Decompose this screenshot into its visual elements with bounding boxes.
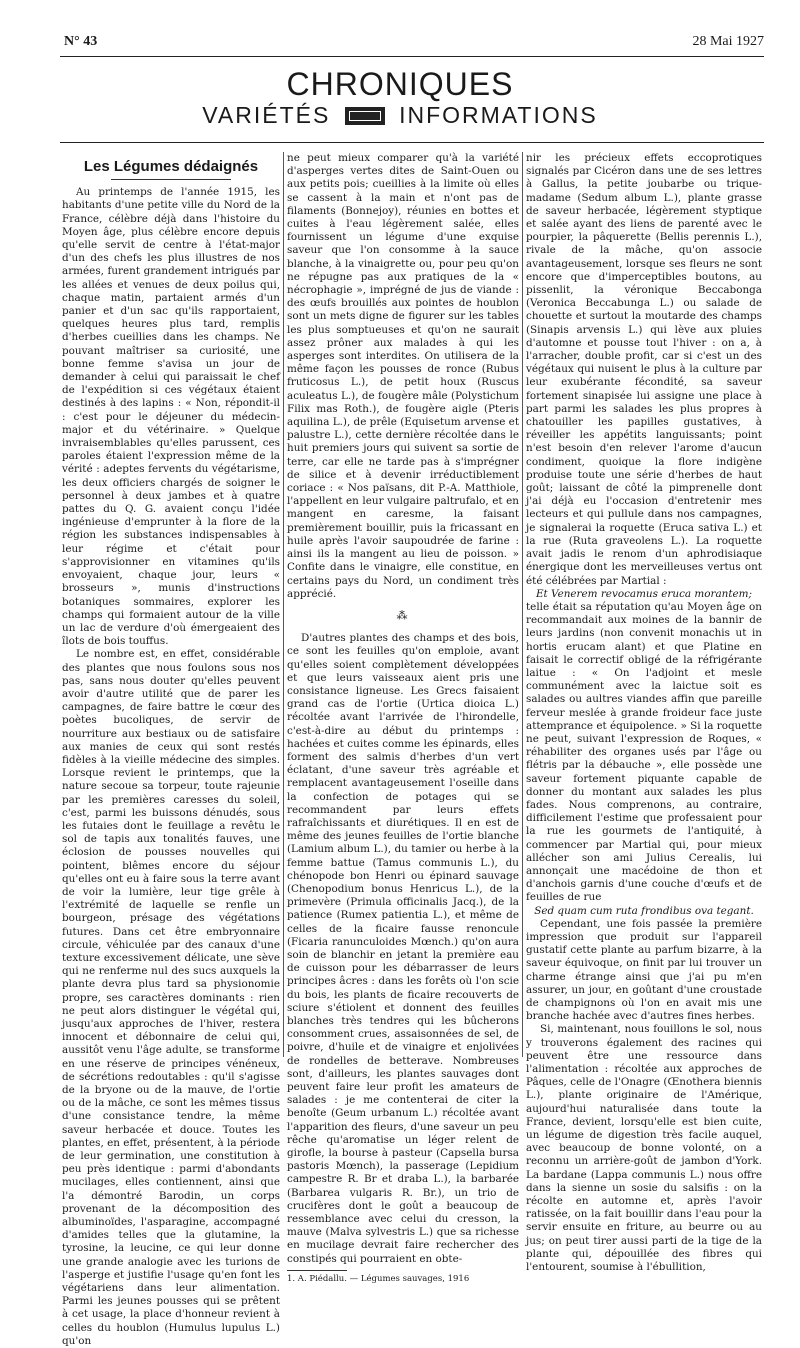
ornament-icon: [345, 107, 385, 125]
paragraph: Au printemps de l'année 1915, les habitants d'une petite ville du Nord de la France, célèbre déjà dans l'histoire du Moyen âge, plus célèbre encore depuis qu'elle servit de centre à l'état-major d'un des chefs les plus illustres de nos armées, furent grandement intrigués par les allées et venues de deux poilus qui, chaque matin, partaient armés d'un panier et d'un sac qu'ils rapportaient, quelques heures plus tard, remplis d'herbes cueillies dans les champs. Ne pouvant maîtriser sa curiosité, une bonne femme s'avisa un jour de demander à celui qui paraissait le chef de l'expédition si ces végétaux étaient destinés à des lapins : « Non, répondit-il : c'est pour le déjeuner du médecin-major et du vétérinaire. » Quelque invraisemblables qu'elles parussent, ces paroles étaient l'expression même de la vérité : adeptes fervents du végétarisme, les deux officiers chargés de soigner le personnel à deux jambes et à quatre pattes du Q. G. avaient conçu l'idée ingénieuse d'emprunter à la flore de la région les substances indispensables à leur régime et c'était pour s'approvisionner en vitamines qu'ils envoyaient, chaque jour, leurs « brosseurs », munis d'instructions botaniques sommaires, explorer les champs qui formaient autour de la ville un lac de verdure d'où émergeaient des îlots de bois touffus.: [62, 186, 280, 648]
paragraph: Le nombre est, en effet, considérable des plantes que nous foulons sous nos pas, sans nous douter qu'elles peuvent avoir d'autre utilité que de parer les campagnes, de faire battre le cœur des poètes bucoliques, de servir de nourriture aux bestiaux ou de satisfaire aux manies de ceux qui sont restés fidèles à la vieille médecine des simples. Lorsque revient le printemps, que la nature secoue sa torpeur, toute rajeunie par les premières caresses du soleil, c'est, parmi les buissons dénudés, sous les futaies dont le feuillage a revêtu le sol de tapis aux tonalités fauves, une éclosion de pousses nouvelles qui pointent, blêmes encore du séjour qu'elles ont eu à faire sous la terre avant de voir la lumière, leur tige grêle à l'extrémité de laquelle se renfle un bourgeon, présage des végétations futures. Dans cet être embryonnaire circule, véhiculée par des canaux d'une texture excessivement délicate, une sève qui ne renferme nul des sucs auxquels la plante devra plus tard sa physionomie propre, ses caractères dominants : rien ne peut alors distinguer le végétal qui, jusqu'aux approches de l'hiver, restera innocent et débonnaire de celui qui, aussitôt venu l'âge adulte, se transforme en une réserve de principes vénéneux, de sécrétions redoutables : qu'il s'agisse de la bryone ou de la mauve, de l'ortie ou de la mâche, ce sont les mêmes tissus d'une consistance tendre, la même saveur herbacée et douce. Toutes les plantes, en effet, présentent, à la période de leur germination, une constitution à peu près identique : parmi d'abondants mucilages, elles contiennent, ainsi que l'a démontré Barodin, un corps provenant de la décomposition des albuminoïdes, l'asparagine, accompagné d'amides telles que la glutamine, la tyrosine, la leucine, ce qui leur donne une grande analogie avec les turions de l'asperge et justifie l'usage qu'en font les végétariens dans leur alimentation. Parmi les jeunes pousses qui se prêtent à cet usage, la place d'honneur revient à celles du houblon (Humulus lupulus L.) qu'on: [62, 648, 280, 1347]
column-2: [287, 152, 519, 1286]
paragraph: Cependant, une fois passée la première impression que produit sur l'appareil gustatif cette plante au parfum bizarre, à la saveur équivoque, on finit par lui trouver un charme étrange ainsi que j'ai pu m'en assurer, un jour, en goûtant d'une croustade de champignons où l'on en avait mis une branche hachée avec d'autres fines herbes.: [526, 917, 762, 1023]
masthead-rule: [60, 142, 764, 143]
latin-quote: Sed quam cum ruta frondibus ova tegant.: [534, 904, 754, 917]
issue-number: N° 43: [64, 34, 98, 49]
masthead-left: VARIÉTÉS: [202, 102, 331, 128]
footnote-rule: [287, 1270, 347, 1271]
column-3: [526, 152, 762, 1274]
footnote: 1. A. Piédallu. — Légumes sauvages, 1916: [287, 1273, 470, 1284]
column-1: [62, 152, 280, 1348]
masthead-right: INFORMATIONS: [399, 102, 598, 128]
column-divider: [283, 152, 284, 1057]
paragraph: Si, maintenant, nous fouillons le sol, nous y trouverons également des racines qui peuvent être une ressource dans l'alimentation : récoltée aux approches de Pâques, celle de l'Onagre (Œnothera biennis L.), plante originaire de l'Amérique, aujourd'hui naturalisée dans toute la France, devient, lorsqu'elle est bien cuite, un légume de digestion très facile auquel, avec beaucoup de bonne volonté, on a reconnu un arrière-goût de jambon d'York. La bardane (Lappa communis L.) nous offre dans la sienne un sosie du salsifis : on la récolte en automne et, après l'avoir ratissée, on la fait bouillir dans l'eau pour la servir ensuite en friture, au beurre ou au jus; on peut tirer aussi parti de la tige de la plante qui, dépouillée des fibres qui l'entourent, soumise à l'ébullition,: [526, 1023, 762, 1274]
title-rule: [111, 179, 231, 180]
masthead-title: CHRONIQUES: [286, 66, 514, 102]
issue-date: 28 Mai 1927: [692, 34, 764, 49]
column-divider: [522, 152, 523, 1057]
article-title: Les Légumes dédaignés: [83, 158, 259, 175]
paragraph: telle était sa réputation qu'au Moyen âge on recommandait aux moines de la bannir de leurs jardins (non convenit monachis ut in hortis erucam alant) et que Platine en faisait le correctif obligé de la réfrigérante laitue : « On l'adjoint et mesle communément avec la laictue soit es salades ou aultres viandes affin que pareille ferveur meslée à grande froideur face juste attemprance et équipolence. » Si la roquette ne peut, suivant l'expression de Roques, « réhabiliter des organes usés par l'âge ou flétris par la débauche », elle possède une saveur fortement piquante capable de donner du montant aux salades les plus fades. Nous comprenons, au contraire, difficilement l'estime que professaient pour la rue les gourmets de l'antiquité, à commencer par Martial qui, pour mieux allécher son ami Julius Cerealis, lui annonçait une macédoine de thon et d'anchois garnis d'une couche d'œufs et de feuilles de rue: [526, 600, 762, 904]
paragraph: D'autres plantes des champs et des bois, ce sont les feuilles qu'on emploie, avant qu'elles soient complètement développées et que leurs vaisseaux aient pris une consistance ligneuse. Les Grecs faisaient grand cas de l'ortie (Urtica dioica L.) récoltée avant l'arrivée de l'hirondelle, c'est-à-dire au début du printemps : hachées et cuites comme les épinards, elles forment des salmis d'herbes d'un vert éclatant, d'une saveur très agréable et remplacent avantageusement l'oseille dans la confection de potages qui se recommandent par leurs effets rafraîchissants et diurétiques. Il en est de même des jeunes feuilles de l'ortie blanche (Lamium album L.), du tamier ou herbe à la femme battue (Tamus communis L.), du chénopode bon Henri ou épinard sauvage (Chenopodium bonus Henricus L.), de la primevère (Primula officinalis Jacq.), de la patience (Rumex patientia L.), et même de celles de la ficaire fausse renoncule (Ficaria ranunculoides Mœnch.) qu'on aura soin de blanchir en jetant la première eau de cuisson pour les débarrasser de leurs principes âcres : dans les forêts où l'on scie du bois, les plants de ficaire recouverts de sciure s'étiolent et donnent des feuilles blanches très tendres qui les bûcherons consomment crues, assaisonnées de sel, de poivre, d'huile et de vinaigre et enjolivées de rondelles de betterave. Nombreuses sont, d'ailleurs, les plantes sauvages dont peuvent faire leur profit les amateurs de salades : je me contenterai de citer la benoîte (Geum urbanum L.) récoltée avant l'apparition des fleurs, d'une saveur un peu rêche qu'aromatise un léger relent de girofle, la bourse à pasteur (Capsella bursa pastoris Mœnch), la passerage (Lepidium campestre R. Br et draba L.), la barbarée (Barbarea vulgaris R. Br.), un trio de crucifères dont le goût a beaucoup de ressemblance avec celui du cresson, la mauve (Malva sylvestris L.) que sa richesse en mucilage devrait faire rechercher des constipés qui pourraient en obte-: [287, 632, 519, 1265]
masthead-subtitle: [0, 102, 800, 129]
asterism-separator: ⁂: [396, 608, 410, 622]
paragraph: ne peut mieux comparer qu'à la variété d'asperges vertes dites de Saint-Ouen ou aux petits pois; cueillies à la limite où elles se cassent à la main et n'ont pas de filaments (Bonnejoy), réunies en bottes et cuites à l'eau légèrement salée, elles fournissent un légume d'une exquise saveur que l'on consomme à la sauce blanche, à la vinaigrette ou, pour peu qu'on ne répugne pas aux pratiques de la « nécrophagie », imprégné de jus de viande : des œufs brouillés aux pointes de houblon sont un mets digne de figurer sur les tables les plus somptueuses et qu'on ne saurait assez prôner aux malades à qui les asperges sont interdites. On utilisera de la même façon les pousses de ronce (Rubus fruticosus L.), de petit houx (Ruscus aculeatus L.), de fougère mâle (Polystichum Filix mas Roth.), de fougère aigle (Pteris aquilina L.), de prêle (Equisetum arvense et palustre L.), cette dernière récoltée dans le huit premiers jours qui suivent sa sortie de terre, car elle ne tarde pas à s'imprégner de silice et à devenir irréductiblement coriace : « Nos païsans, dit P.-A. Matthiole, l'appellent en leur vulgaire paltrufalo, et en mangent en caresme, la faisant premièrement bouillir, puis la fricassant en huile après l'avoir saupoudrée de farine : ainsi ils la mangent au lieu de poisson. » Confite dans le vinaigre, elle constitue, en certains pays du Nord, un condiment très apprécié.: [287, 152, 519, 600]
latin-quote: Et Venerem revocamus eruca morantem;: [535, 587, 753, 600]
paragraph: nir les précieux effets eccoprotiques signalés par Cicéron dans une de ses lettres à Gallus, la petite joubarbe ou trique-madame (Sedum album L.), plante grasse de saveur herbacée, légèrement styptique et salée ayant des liens de parenté avec le pourpier, la pâquerette (Bellis perennis L.), rivale de la mâche, qu'on associe avantageusement, lorsque ses fleurs ne sont encore que d'imperceptibles boutons, au pissenlit, la véronique Beccabonga (Veronica Beccabunga L.) ou salade de chouette et surtout la moutarde des champs (Sinapis arvensis L.) qui lève aux pluies d'automne et pousse tout l'hiver : on a, à l'arracher, double profit, car si c'est un des végétaux qui nuisent le plus à la culture par leur exubérante fécondité, sa saveur fortement sinapisée lui assigne une place à part parmi les salades les plus propres à chatouiller les papilles gustatives, à réveiller les appétits languissants; point n'est besoin d'en relever l'arome d'aucun condiment, quoique la flore indigène produise toute une série d'herbes de haut goût; laissant de côté la pimprenelle dont j'ai déjà eu l'occasion d'entretenir mes lecteurs et qui pullule dans nos campagnes, je signalerai la roquette (Eruca sativa L.) et la rue (Ruta graveolens L.). La roquette avait jadis le renom d'un aphrodisiaque énergique dont les merveilleuses vertus ont été célébrées par Martial :: [526, 152, 762, 587]
header-rule: [60, 56, 764, 57]
